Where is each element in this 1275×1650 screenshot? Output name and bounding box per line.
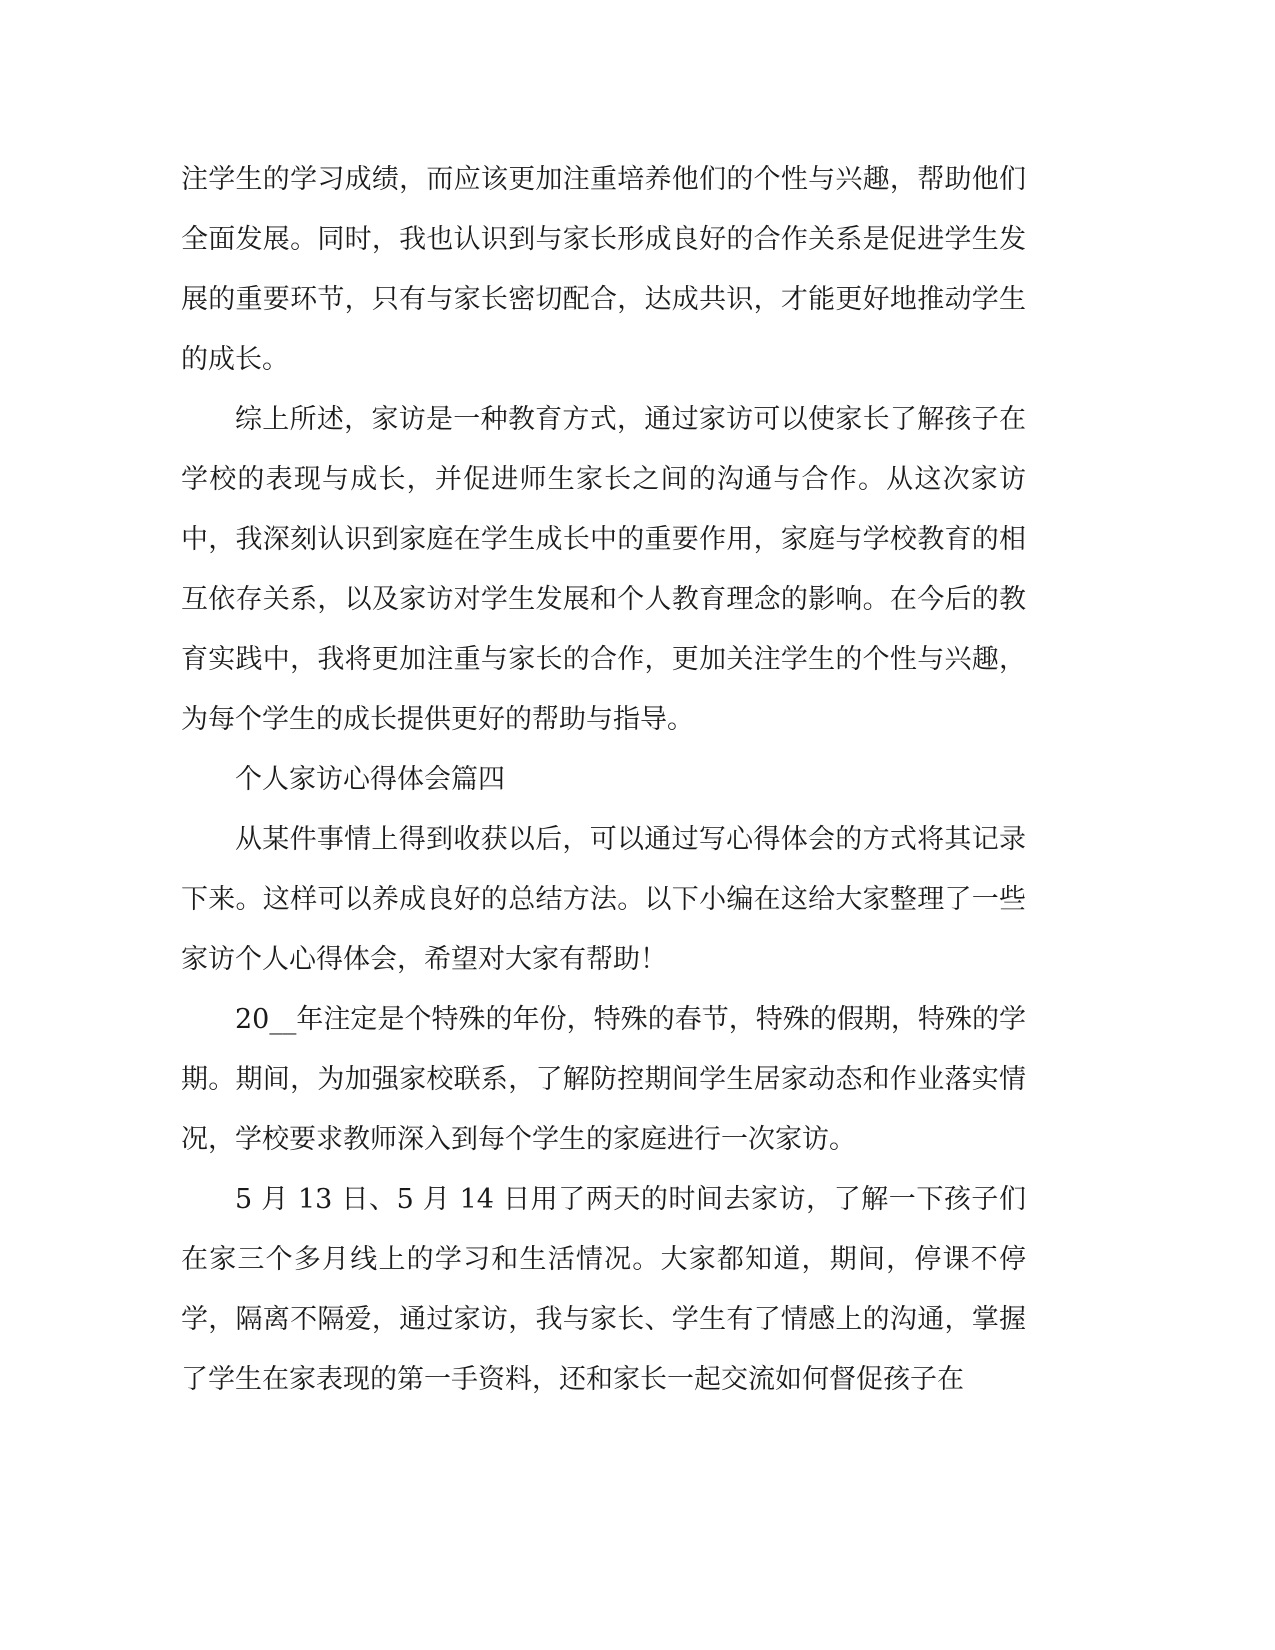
paragraph-intro: 从某件事情上得到收获以后，可以通过写心得体会的方式将其记录下来。这样可以养成良好的总结方法。以下小编在这给大家整理了一些家访个人心得体会，希望对大家有帮助！ bbox=[181, 824, 1026, 975]
document-body bbox=[181, 150, 1026, 1410]
paragraph-continuation: 注学生的学习成绩，而应该更加注重培养他们的个性与兴趣，帮助他们全面发展。同时，我也认识到与家长形成良好的合作关系是促进学生发展的重要环节，只有与家长密切配合，达成共识，才能更好地推动学生的成长。 bbox=[181, 164, 1026, 375]
paragraph-home-visit-dates: 5 月 13 日、5 月 14 日用了两天的时间去家访，了解一下孩子们在家三个多月线上的学习和生活情况。大家都知道，期间，停课不停学，隔离不隔爱，通过家访，我与家长、学生有了情感上的沟通，掌握了学生在家表现的第一手资料，还和家长一起交流如何督促孩子在 bbox=[181, 1184, 1026, 1395]
section-heading: 个人家访心得体会篇四 bbox=[235, 764, 505, 795]
paragraph-summary: 综上所述，家访是一种教育方式，通过家访可以使家长了解孩子在学校的表现与成长，并促进师生家长之间的沟通与合作。从这次家访中，我深刻认识到家庭在学生成长中的重要作用，家庭与学校教育的相互依存关系，以及家访对学生发展和个人教育理念的影响。在今后的教育实践中，我将更加注重与家长的合作，更加关注学生的个性与兴趣，为每个学生的成长提供更好的帮助与指导。 bbox=[181, 404, 1026, 735]
paragraph-special-year: 20__年注定是个特殊的年份，特殊的春节，特殊的假期，特殊的学期。期间，为加强家校联系，了解防控期间学生居家动态和作业落实情况，学校要求教师深入到每个学生的家庭进行一次家访。 bbox=[181, 1004, 1026, 1155]
